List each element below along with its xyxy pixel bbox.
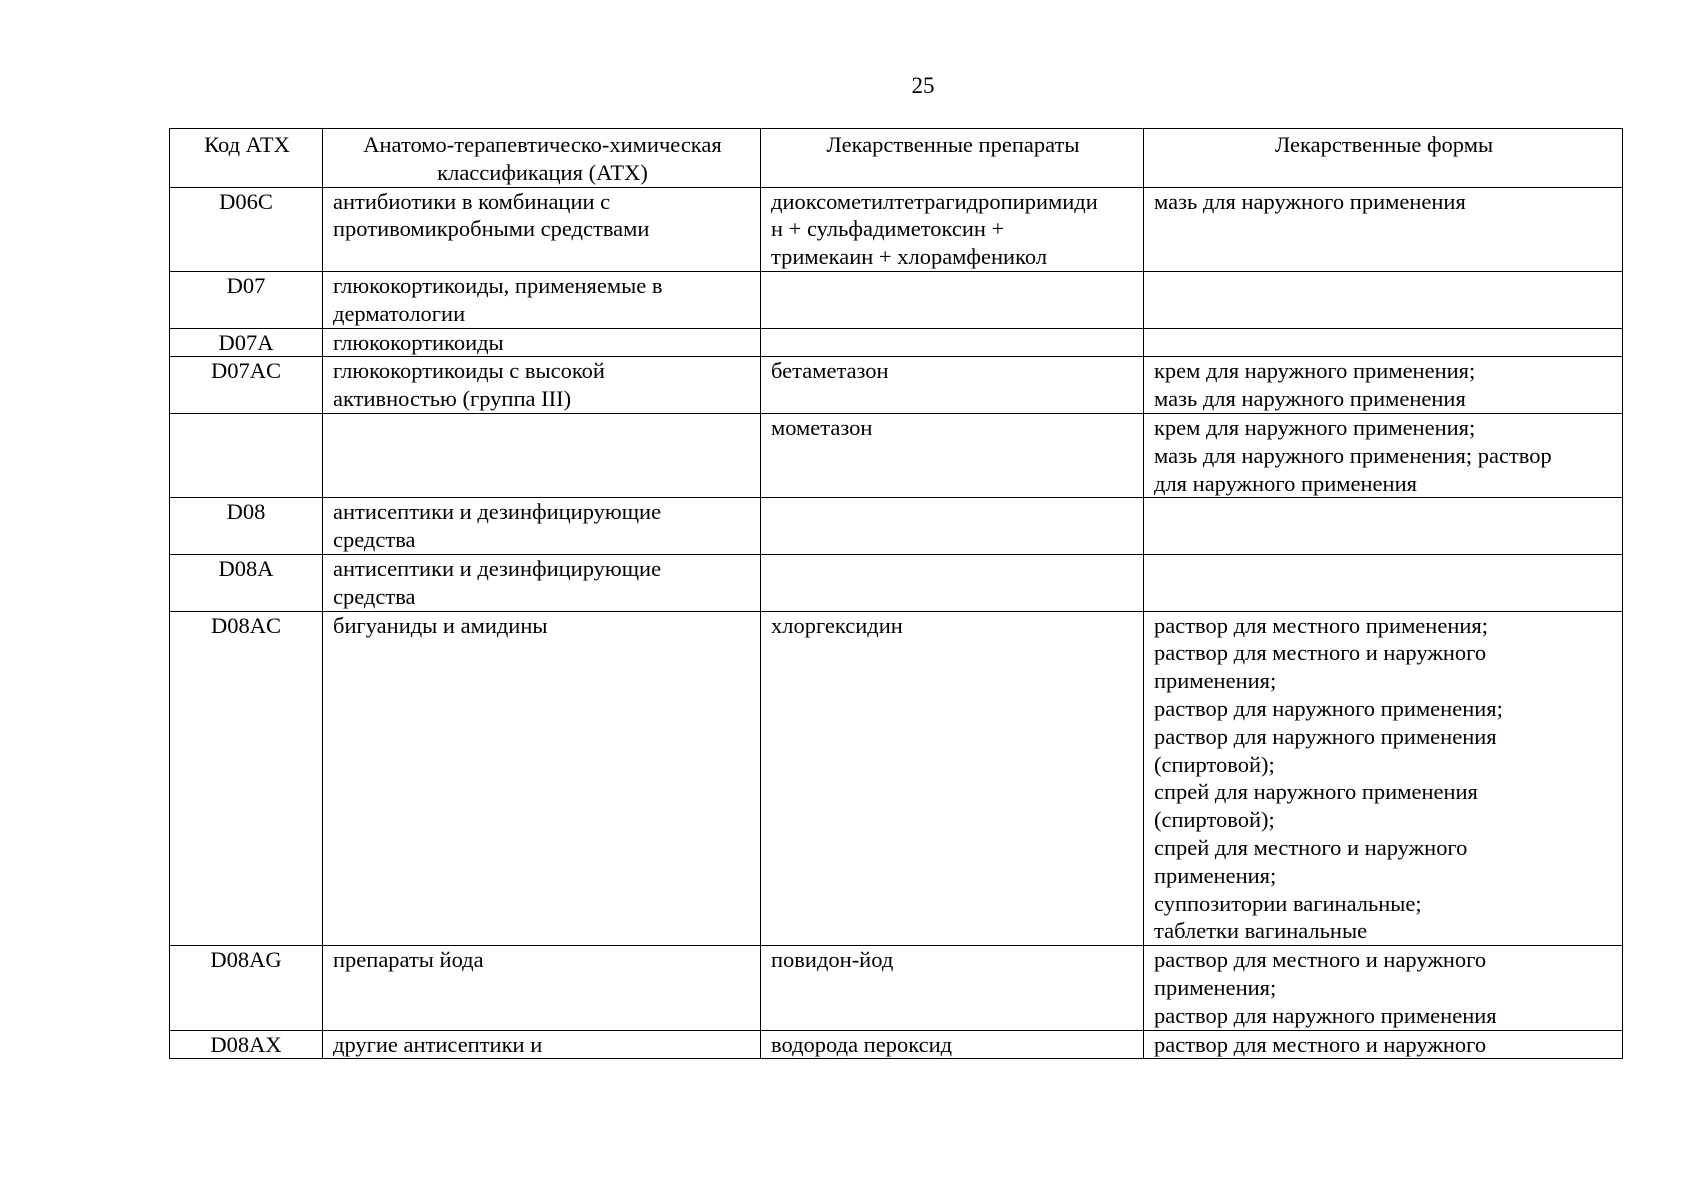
medicinal-product-line: бетаметазон: [771, 358, 889, 384]
atc-classification-cell: [323, 1030, 761, 1059]
atc-code-cell: D07A: [170, 328, 323, 357]
header-dosage-forms: Лекарственные формы: [1144, 129, 1623, 188]
dosage-form-line: крем для наружного применения;: [1154, 414, 1476, 440]
medicinal-product-cell: [761, 498, 1144, 555]
medicinal-product-cell: [761, 946, 1144, 1030]
medicinal-product-line: хлоргексидин: [771, 612, 903, 638]
dosage-form-line: раствор для наружного применения: [1154, 723, 1497, 749]
atc-code-cell: D06C: [170, 187, 323, 271]
atc-code-cell: D07AC: [170, 357, 323, 414]
medicinal-product-line: повидон-йод: [771, 947, 894, 973]
atc-code-cell: D08AG: [170, 946, 323, 1030]
dosage-form-line: для наружного применения: [1154, 470, 1417, 496]
page-number: 25: [911, 73, 935, 98]
medicinal-product-cell: [761, 271, 1144, 328]
atc-classification-cell: [323, 271, 761, 328]
header-medicinal-products: Лекарственные препараты: [761, 129, 1144, 188]
atc-code-cell: D08A: [170, 554, 323, 611]
medicinal-product-cell: [761, 187, 1144, 271]
dosage-form-line: спрей для наружного применения: [1154, 779, 1478, 805]
dosage-form-line: раствор для местного и наружного: [1154, 640, 1487, 666]
medicinal-product-line: тримекаин + хлорамфеникол: [771, 244, 1048, 270]
atc-classification-line: препараты йода: [333, 947, 484, 973]
atc-classification-line: антисептики и дезинфицирующие: [333, 555, 662, 581]
header-atc-classification: Анатомо-терапевтическо-химическая классификация (АТХ): [323, 129, 761, 188]
dosage-form-cell: [1144, 357, 1623, 414]
table-row: [170, 413, 1623, 497]
dosage-form-cell: [1144, 187, 1623, 271]
table-row: [170, 498, 1623, 555]
table-row: [170, 328, 1623, 357]
medicinal-product-cell: [761, 413, 1144, 497]
medicinal-product-cell: [761, 1030, 1144, 1059]
atc-classification-line: дерматологии: [333, 300, 466, 326]
table-row: [170, 357, 1623, 414]
dosage-form-line: спрей для местного и наружного: [1154, 834, 1468, 860]
dosage-form-cell: [1144, 1030, 1623, 1059]
dosage-form-cell: [1144, 413, 1623, 497]
dosage-form-line: применения;: [1154, 974, 1277, 1000]
atc-classification-line: антибиотики в комбинации с: [333, 188, 611, 214]
table-row: [170, 554, 1623, 611]
dosage-form-line: (спиртовой);: [1154, 807, 1275, 833]
atc-classification-line: антисептики и дезинфицирующие: [333, 499, 662, 525]
dosage-form-cell: [1144, 946, 1623, 1030]
medicinal-product-cell: [761, 611, 1144, 946]
dosage-form-line: крем для наружного применения;: [1154, 358, 1476, 384]
atc-classification-line: противомикробными средствами: [333, 216, 650, 242]
dosage-form-line: мазь для наружного применения: [1154, 386, 1466, 412]
table-row: [170, 611, 1623, 946]
table-row: [170, 1030, 1623, 1059]
table-row: [170, 187, 1623, 271]
dosage-form-line: раствор для наружного применения: [1154, 1002, 1497, 1028]
table-body: [170, 187, 1623, 1059]
atc-classification-line: глюкокортикоиды: [333, 329, 504, 355]
atc-classification-cell: [323, 413, 761, 497]
atc-classification-cell: [323, 328, 761, 357]
atc-code-cell: [170, 413, 323, 497]
atc-classification-cell: [323, 357, 761, 414]
atc-classification-cell: [323, 611, 761, 946]
medicinal-product-cell: [761, 328, 1144, 357]
medicinal-product-cell: [761, 554, 1144, 611]
atc-classification-cell: [323, 946, 761, 1030]
atc-classification-line: средства: [333, 583, 416, 609]
dosage-form-line: раствор для местного и наружного: [1154, 1031, 1487, 1057]
dosage-form-cell: [1144, 328, 1623, 357]
atc-classification-cell: [323, 498, 761, 555]
dosage-form-line: применения;: [1154, 668, 1277, 694]
dosage-form-line: раствор для местного и наружного: [1154, 947, 1487, 973]
dosage-form-line: мазь для наружного применения: [1154, 188, 1466, 214]
medicinal-product-line: водорода пероксид: [771, 1031, 953, 1057]
dosage-form-line: раствор для наружного применения;: [1154, 695, 1503, 721]
table-row: [170, 946, 1623, 1030]
atc-classification-line: глюкокортикоиды, применяемые в: [333, 272, 663, 298]
dosage-form-cell: [1144, 611, 1623, 946]
table-header-row: [170, 129, 1623, 188]
atc-code-cell: D07: [170, 271, 323, 328]
dosage-form-line: применения;: [1154, 862, 1277, 888]
header-atc-code: Код АТХ: [170, 129, 323, 188]
medicinal-product-cell: [761, 357, 1144, 414]
dosage-form-line: (спиртовой);: [1154, 751, 1275, 777]
dosage-form-line: суппозитории вагинальные;: [1154, 890, 1422, 916]
table-row: [170, 271, 1623, 328]
atc-classification-line: бигуаниды и амидины: [333, 612, 548, 638]
dosage-form-line: раствор для местного применения;: [1154, 612, 1489, 638]
dosage-form-line: таблетки вагинальные: [1154, 918, 1368, 944]
medicinal-product-line: диоксометилтетрагидропиримиди: [771, 188, 1098, 214]
atc-classification-line: другие антисептики и: [333, 1031, 543, 1057]
atc-classification-cell: [323, 187, 761, 271]
atc-classification-line: средства: [333, 527, 416, 553]
medicinal-product-line: н + сульфадиметоксин +: [771, 216, 1005, 242]
atc-classification-line: активностью (группа III): [333, 386, 572, 412]
atc-classification-line: глюкокортикоиды с высокой: [333, 358, 605, 384]
atc-drug-table: [169, 128, 1623, 1059]
atc-code-cell: D08AC: [170, 611, 323, 946]
atc-code-cell: D08: [170, 498, 323, 555]
dosage-form-cell: [1144, 554, 1623, 611]
dosage-form-cell: [1144, 498, 1623, 555]
dosage-form-cell: [1144, 271, 1623, 328]
medicinal-product-line: мометазон: [771, 414, 873, 440]
atc-classification-cell: [323, 554, 761, 611]
dosage-form-line: мазь для наружного применения; раствор: [1154, 442, 1552, 468]
atc-code-cell: D08AX: [170, 1030, 323, 1059]
